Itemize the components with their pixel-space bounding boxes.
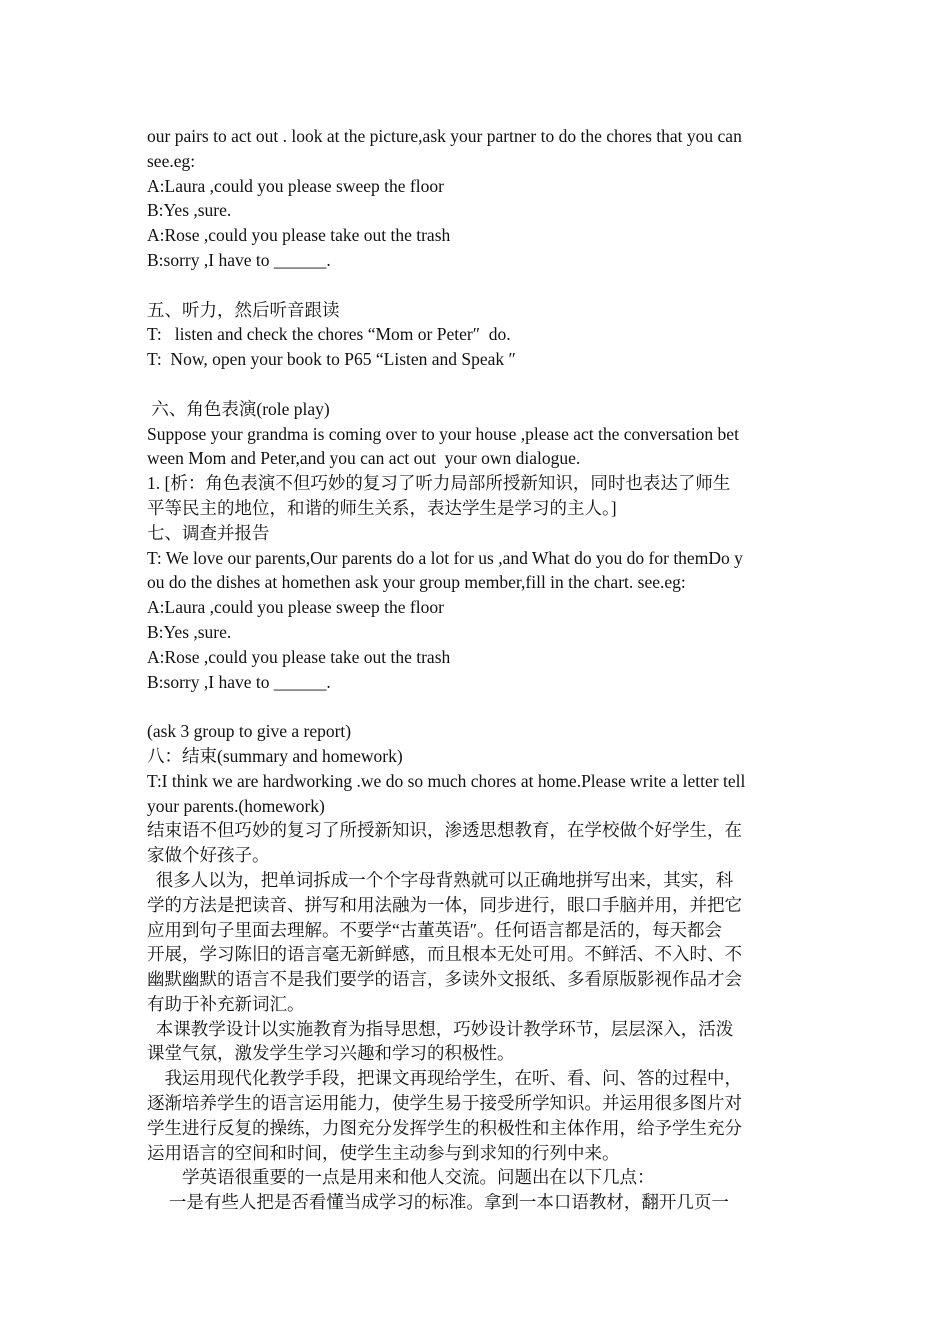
text-line: A:Rose ,could you please take out the trash bbox=[147, 646, 451, 667]
text-line: 有助于补充新词汇。 bbox=[147, 993, 305, 1014]
text-line: B:sorry ,I have to ______. bbox=[147, 671, 331, 692]
text-line: ou do the dishes at homethen ask your group member,fill in the chart. see.eg: bbox=[147, 572, 686, 593]
text-line: T: Now, open your book to P65 “Listen and Speak ″ bbox=[147, 349, 516, 370]
text-line: 家做个好孩子。 bbox=[147, 845, 270, 866]
text-line: B:Yes ,sure. bbox=[147, 200, 232, 221]
text-line: ween Mom and Peter,and you can act out your own dialogue. bbox=[147, 448, 581, 469]
text-line: 运用语言的空间和时间，使学生主动参与到求知的行列中来。 bbox=[147, 1142, 620, 1163]
text-line: 1. [析：角色表演不但巧妙的复习了听力局部所授新知识，同时也表达了师生 bbox=[147, 473, 731, 494]
text-line: 五、听力，然后听音跟读 bbox=[147, 299, 340, 320]
text-line: 六、角色表演(role play) bbox=[147, 398, 330, 419]
text-line: B:Yes ,sure. bbox=[147, 621, 232, 642]
text-line: 学生进行反复的操练，力图充分发挥学生的积极性和主体作用，给予学生充分 bbox=[147, 1117, 742, 1138]
text-line: T: We love our parents,Our parents do a lot for us ,and What do you do for themDo y bbox=[147, 547, 743, 568]
text-line: 学的方法是把读音、拼写和用法融为一体，同步进行，眼口手脑并用，并把它 bbox=[147, 894, 742, 915]
text-line: 本课教学设计以实施教育为指导思想，巧妙设计教学环节，层层深入，活泼 bbox=[147, 1018, 734, 1039]
text-line: 学英语很重要的一点是用来和他人交流。问题出在以下几点： bbox=[147, 1167, 655, 1188]
text-line: 课堂气氛，激发学生学习兴趣和学习的积极性。 bbox=[147, 1043, 515, 1064]
text-line: T: listen and check the chores “Mom or Peter″ do. bbox=[147, 324, 511, 345]
text-line: 开展，学习陈旧的语言毫无新鲜感，而且根本无处可用。不鲜活、不入时、不 bbox=[147, 944, 742, 965]
text-line: 平等民主的地位，和谐的师生关系，表达学生是学习的主人。] bbox=[147, 497, 617, 518]
text-line: 幽默幽默的语言不是我们要学的语言，多读外文报纸、多看原版影视作品才会 bbox=[147, 969, 742, 990]
text-line: A:Laura ,could you please sweep the floor bbox=[147, 597, 444, 618]
text-line: B:sorry ,I have to ______. bbox=[147, 249, 331, 270]
document-body bbox=[147, 124, 807, 1215]
text-line: 逐渐培养学生的语言运用能力，使学生易于接受所学知识。并运用很多图片对 bbox=[147, 1093, 742, 1114]
text-line: 结束语不但巧妙的复习了所授新知识，渗透思想教育，在学校做个好学生，在 bbox=[147, 820, 742, 841]
text-line: 七、调查并报告 bbox=[147, 522, 270, 543]
text-line: 很多人以为，把单词拆成一个个字母背熟就可以正确地拼写出来，其实，科 bbox=[147, 869, 734, 890]
text-line: see.eg: bbox=[147, 150, 196, 171]
text-line: A:Rose ,could you please take out the trash bbox=[147, 225, 451, 246]
text-line: our pairs to act out . look at the picture,ask your partner to do the chores that you can bbox=[147, 126, 742, 146]
text-line: (ask 3 group to give a report) bbox=[147, 721, 352, 742]
text-line: your parents.(homework) bbox=[147, 795, 325, 816]
text-line: 我运用现代化教学手段，把课文再现给学生，在听、看、问、答的过程中， bbox=[147, 1068, 742, 1089]
text-line: A:Laura ,could you please sweep the floor bbox=[147, 175, 444, 196]
text-line: Suppose your grandma is coming over to your house ,please act the conversation bet bbox=[147, 423, 739, 444]
blank-line bbox=[147, 372, 807, 397]
text-line: 八：结束(summary and homework) bbox=[147, 745, 403, 766]
blank-line bbox=[147, 694, 807, 719]
blank-line bbox=[147, 273, 807, 298]
text-line: 一是有些人把是否看懂当成学习的标准。拿到一本口语教材，翻开几页一 bbox=[147, 1192, 729, 1213]
text-line: T:I think we are hardworking .we do so much chores at home.Please write a letter tell bbox=[147, 770, 746, 791]
text-line: 应用到句子里面去理解。不要学“古董英语″。任何语言都是活的，每天都会 bbox=[147, 919, 723, 940]
